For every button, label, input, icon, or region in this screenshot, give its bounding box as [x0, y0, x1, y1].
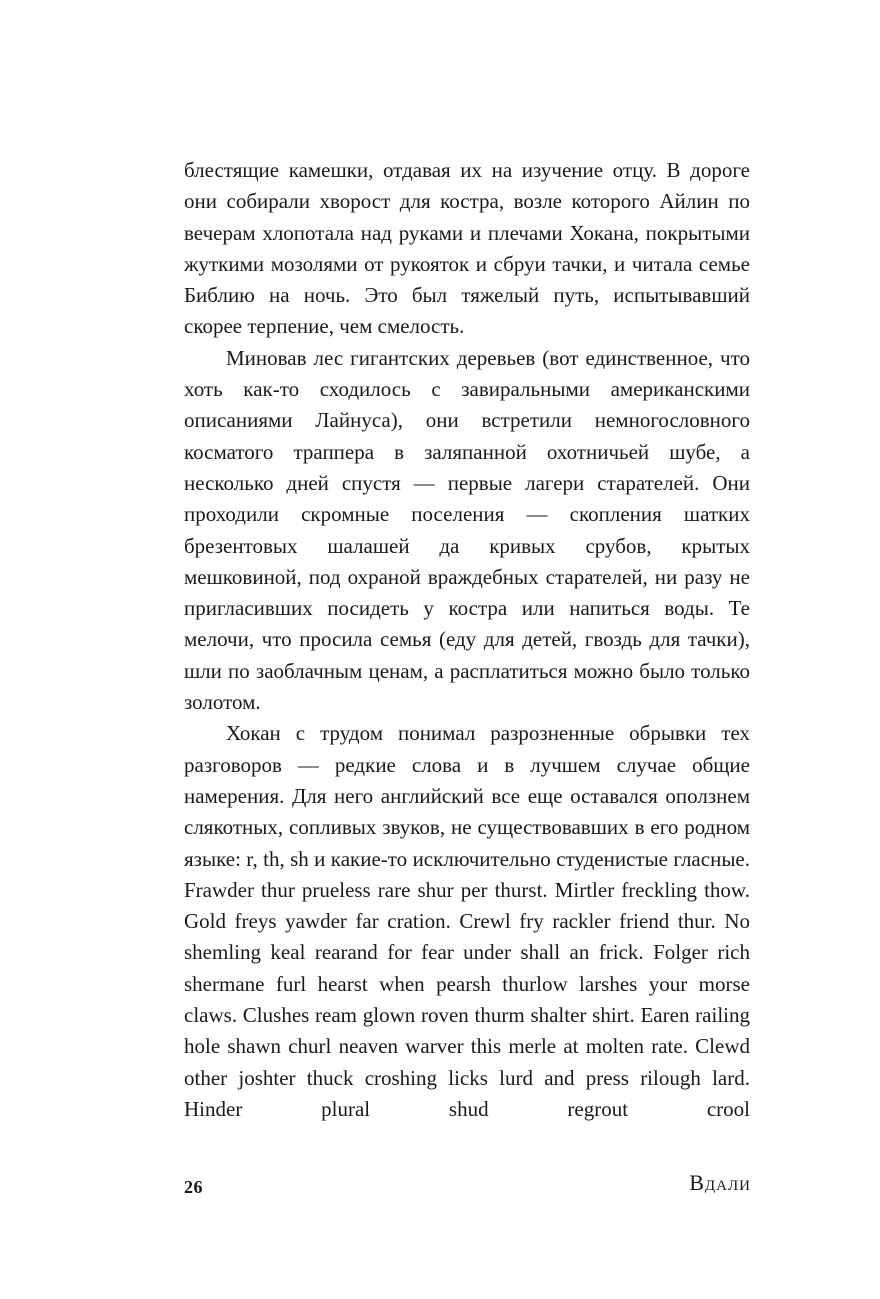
paragraph-1: блестящие камешки, отдавая их на изучение отцу. В дороге они собирали хворост для костра, возле которого Айлин по вечерам хлопотала над руками и плечами Хокана, покрытыми жуткими мозолями от рукояток и сбруи тачки, и читала семье Библию на ночь. Это был тяжелый путь, испытывавший скорее терпение, чем смелость.	[184, 158, 750, 339]
paragraph-3: Хокан с трудом понимал разрозненные обрывки тех разговоров — редкие слова и в лучшем случае общие намерения. Для него английский все еще оставался оползнем слякотных, сопливых звуков, не существовавших в его родном языке: r, th, sh и какие-то исключительно студенистые гласные. Frawder thur prueless rare shur per thurst. Mirtler freckling thow. Gold freys yawder far cration. Crewl fry rackler friend thur. No shemling keal rearand for fear under shall an frick. Folger rich shermane furl hearst when pearsh thurlow larshes your morse claws. Clushes ream glown roven thurm shalter shirt. Earen railing hole shawn churl neaven warver this merle at molten rate. Clewd other joshter thuck croshing licks lurd and press rilough lard. Hinder plural shud regrout crool	[184, 721, 750, 1121]
page-number: 26	[184, 1177, 203, 1197]
paragraph-2: Миновав лес гигантских деревьев (вот единственное, что хоть как-то сходилось с завиральными американскими описаниями Лайнуса), они встретили немногословного косматого траппера в заляпанной охотничьей шубе, а несколько дней спустя — первые лагери старателей. Они проходили скромные поселения — скопления шатких брезентовых шалашей да кривых срубов, крытых мешковиной, под охраной враждебных старателей, ни разу не пригласивших посидеть у костра или напиться воды. Те мелочи, что просила семья (еду для детей, гвоздь для тачки), шли по заоблачным ценам, а расплатиться можно было только золотом.	[184, 345, 750, 715]
running-title: Вдали	[689, 1170, 751, 1195]
body-text	[184, 155, 750, 1125]
